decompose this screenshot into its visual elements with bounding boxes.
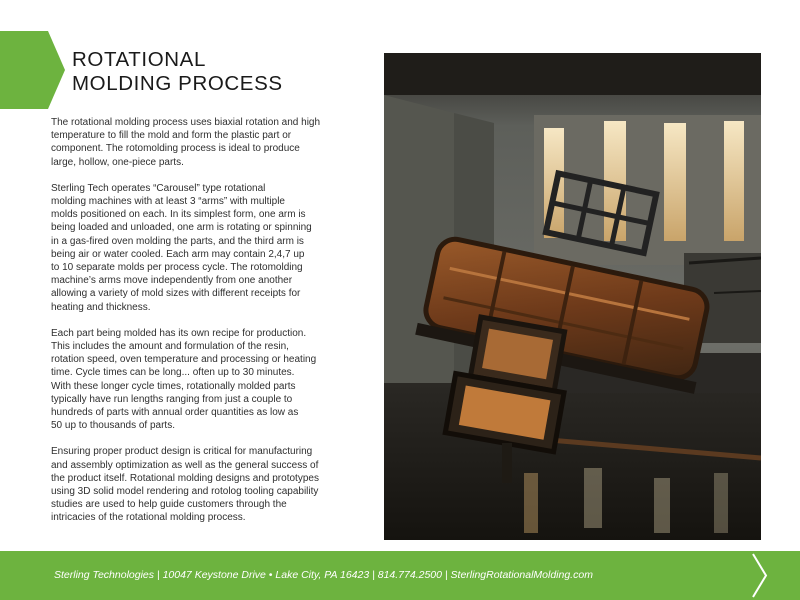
footer-bar	[0, 551, 800, 600]
paragraph-design: Ensuring proper product design is critical for manufacturing and assembly optimization as well as the general success of the product itself. Rotational molding designs and prototypes using 3D solid model rendering and rotolog tooling capability studies are used to help guide customers through the intricacies of the rotational molding process.	[51, 446, 319, 524]
rotomolding-machine-photo	[384, 53, 761, 540]
chevron-right-icon	[750, 551, 770, 600]
paragraph-intro: The rotational molding process uses biaxial rotation and high temperature to fill the mold and form the plastic part or component. The rotomolding process is ideal to produce large, hollow, one-piece parts.	[51, 117, 321, 168]
page-title	[72, 48, 283, 96]
body-text	[51, 116, 357, 538]
title-arrow-icon	[0, 31, 65, 109]
title-line-2: MOLDING PROCESS	[72, 72, 283, 95]
paragraph-recipe: Each part being molded has its own recipe for production. This includes the amount and formulation of the resin, rotation speed, oven temperature and processing or heating time. Cycle times can be long... often up to 30 minutes. With these longer cycle times, rotationally molded parts typically have run lengths ranging from just a couple to hundreds of parts with annual order quantities as low as 50 up to thousands of parts.	[51, 327, 317, 432]
footer-contact-text: Sterling Technologies | 10047 Keystone Drive • Lake City, PA 16423 | 814.774.2500 | SterlingRotationalMolding.com	[54, 569, 593, 581]
paragraph-carousel: Sterling Tech operates “Carousel” type rotational molding machines with at least 3 “arms” with multiple molds positioned on each. In its simplest form, one arm is being loaded and unloaded, one arm is rotating or spinning in a gas-fired oven molding the parts, and the third arm is being air or water cooled. Each arm may contain 2,4,7 up to 10 separate molds per process cycle. The rotomolding machine’s arms move independently from one another allowing a variety of mold sizes with different receipts for heating and thickness.	[51, 182, 312, 313]
title-line-1: ROTATIONAL	[72, 48, 206, 71]
